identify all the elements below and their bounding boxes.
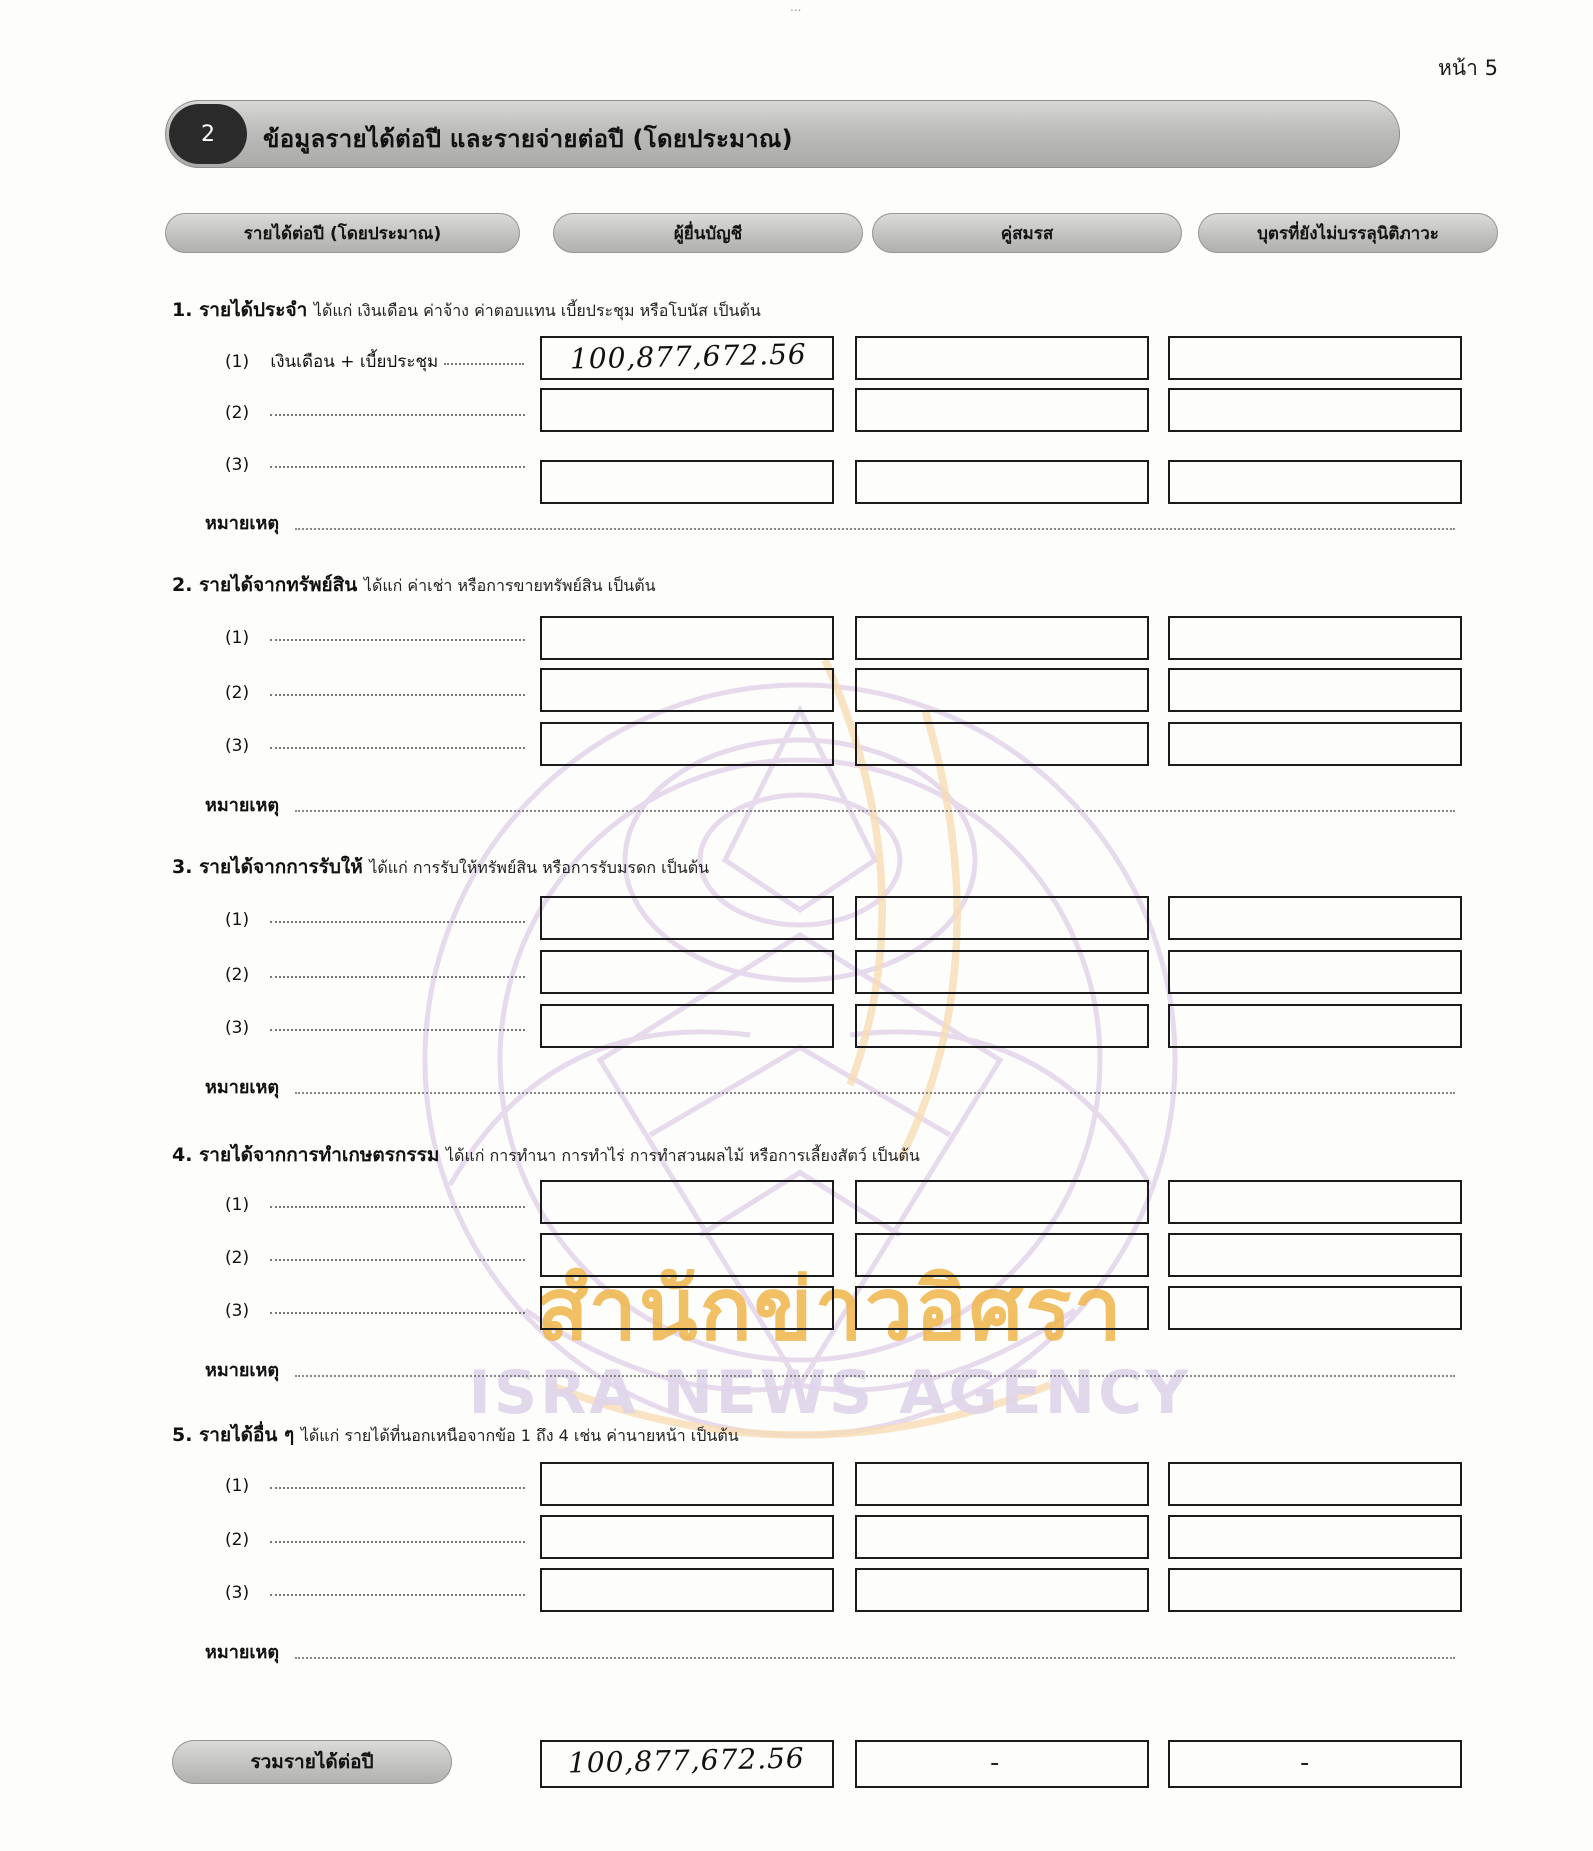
section-1-heading xyxy=(172,295,761,325)
row-index: (1) xyxy=(225,910,250,930)
dotted-fill xyxy=(270,625,525,641)
section-1-row-3-declarant-field[interactable] xyxy=(540,460,834,504)
section-4-row-3-declarant-field[interactable] xyxy=(540,1286,834,1330)
dotted-fill xyxy=(270,452,525,468)
section-banner xyxy=(165,100,1400,168)
row-index: (3) xyxy=(225,1018,250,1038)
row-index: (2) xyxy=(225,683,250,703)
column-header-income: รายได้ต่อปี (โดยประมาณ) xyxy=(165,213,520,253)
dotted-fill xyxy=(270,907,525,923)
section-5-row-1-label xyxy=(225,1473,525,1496)
total-children-field[interactable] xyxy=(1168,1740,1462,1788)
section-4-row-3-label xyxy=(225,1298,525,1321)
section-1-row-2-label xyxy=(225,400,525,423)
total-spouse-field[interactable] xyxy=(855,1740,1149,1788)
section-3-title: รายได้จากการรับให้ xyxy=(199,856,363,878)
section-1-row-1-label xyxy=(225,348,524,375)
section-2-row-1-declarant-field[interactable] xyxy=(540,616,834,660)
row-index: (1) xyxy=(225,628,250,648)
row-index: (1) xyxy=(225,352,250,372)
dotted-fill xyxy=(270,733,525,749)
section-2-row-3-children-field[interactable] xyxy=(1168,722,1462,766)
row-index: (3) xyxy=(225,736,250,756)
section-2-row-2-declarant-field[interactable] xyxy=(540,668,834,712)
section-5-row-2-declarant-field[interactable] xyxy=(540,1515,834,1559)
section-3-note-label: หมายเหตุ xyxy=(205,1077,280,1098)
dotted-fill xyxy=(270,1245,525,1261)
section-title: ข้อมูลรายได้ต่อปี และรายจ่ายต่อปี (โดยประมาณ) xyxy=(263,125,793,153)
row-text: เงินเดือน + เบี้ยประชุม xyxy=(270,352,439,372)
column-header-declarant: ผู้ยื่นบัญชี xyxy=(553,213,863,253)
section-1-row-1-spouse-field[interactable] xyxy=(855,336,1149,380)
section-5-row-1-children-field[interactable] xyxy=(1168,1462,1462,1506)
section-4-note-label: หมายเหตุ xyxy=(205,1360,280,1381)
row-index: (2) xyxy=(225,1530,250,1550)
section-3-row-3-declarant-field[interactable] xyxy=(540,1004,834,1048)
section-4-row-1-label xyxy=(225,1192,525,1215)
section-4-row-1-declarant-field[interactable] xyxy=(540,1180,834,1224)
section-4-description: ได้แก่ การทำนา การทำไร่ การทำสวนผลไม้ หรือการเลี้ยงสัตว์ เป็นต้น xyxy=(446,1146,920,1165)
dotted-fill xyxy=(444,349,524,365)
section-1-note-line xyxy=(295,528,1455,530)
section-3-description: ได้แก่ การรับให้ทรัพย์สิน หรือการรับมรดก เป็นต้น xyxy=(369,858,710,877)
section-1-row-2-children-field[interactable] xyxy=(1168,388,1462,432)
section-3-row-3-spouse-field[interactable] xyxy=(855,1004,1149,1048)
section-1-row-2-declarant-field[interactable] xyxy=(540,388,834,432)
section-5-row-2-label xyxy=(225,1527,525,1550)
section-3-heading xyxy=(172,852,709,882)
section-1-row-3-children-field[interactable] xyxy=(1168,460,1462,504)
dotted-fill xyxy=(270,1192,525,1208)
row-index: (3) xyxy=(225,455,250,475)
section-2-row-1-label xyxy=(225,625,525,648)
section-1-row-1-children-field[interactable] xyxy=(1168,336,1462,380)
section-4-row-3-spouse-field[interactable] xyxy=(855,1286,1149,1330)
column-header-spouse: คู่สมรส xyxy=(872,213,1182,253)
section-3-row-1-label xyxy=(225,907,525,930)
section-3-number: 3. xyxy=(172,856,193,878)
section-5-description: ได้แก่ รายได้ที่นอกเหนือจากข้อ 1 ถึง 4 เช่น ค่านายหน้า เป็นต้น xyxy=(300,1426,739,1445)
section-4-row-2-children-field[interactable] xyxy=(1168,1233,1462,1277)
section-4-row-1-children-field[interactable] xyxy=(1168,1180,1462,1224)
row-index: (1) xyxy=(225,1476,250,1496)
dotted-fill xyxy=(270,1527,525,1543)
section-5-note-label: หมายเหตุ xyxy=(205,1642,280,1663)
section-5-row-3-label xyxy=(225,1580,525,1603)
dotted-fill xyxy=(270,1015,525,1031)
section-1-title: รายได้ประจำ xyxy=(199,299,308,321)
column-header-minor-children: บุตรที่ยังไม่บรรลุนิติภาวะ xyxy=(1198,213,1498,253)
section-2-heading xyxy=(172,570,656,600)
section-4-row-2-declarant-field[interactable] xyxy=(540,1233,834,1277)
total-spouse-value: - xyxy=(990,1748,1000,1778)
section-4-title: รายได้จากการทำเกษตรกรรม xyxy=(199,1144,440,1166)
section-2-row-3-label xyxy=(225,733,525,756)
section-2-note-label: หมายเหตุ xyxy=(205,795,280,816)
total-children-value: - xyxy=(1300,1748,1310,1778)
section-2-row-3-spouse-field[interactable] xyxy=(855,722,1149,766)
dotted-fill xyxy=(270,1580,525,1596)
total-income-label: รวมรายได้ต่อปี xyxy=(172,1740,452,1784)
row-index: (2) xyxy=(225,403,250,423)
section-3-row-2-label xyxy=(225,962,525,985)
section-1-row-2-spouse-field[interactable] xyxy=(855,388,1149,432)
row-index: (2) xyxy=(225,965,250,985)
section-5-title: รายได้อื่น ๆ xyxy=(199,1424,295,1446)
watermark-english-text: ISRA NEWS AGENCY xyxy=(468,1357,1192,1428)
section-5-row-1-spouse-field[interactable] xyxy=(855,1462,1149,1506)
section-1-row-3-label xyxy=(225,452,525,475)
section-2-row-3-declarant-field[interactable] xyxy=(540,722,834,766)
section-4-heading xyxy=(172,1140,920,1170)
section-2-number: 2. xyxy=(172,574,193,596)
section-4-row-3-children-field[interactable] xyxy=(1168,1286,1462,1330)
section-2-description: ได้แก่ ค่าเช่า หรือการขายทรัพย์สิน เป็นต้น xyxy=(363,576,656,595)
section-3-row-1-declarant-field[interactable] xyxy=(540,896,834,940)
dotted-fill xyxy=(270,962,525,978)
section-2-row-2-spouse-field[interactable] xyxy=(855,668,1149,712)
section-1-note-label: หมายเหตุ xyxy=(205,513,280,534)
section-5-row-2-spouse-field[interactable] xyxy=(855,1515,1149,1559)
section-3-row-3-children-field[interactable] xyxy=(1168,1004,1462,1048)
section-4-row-2-label xyxy=(225,1245,525,1268)
section-4-note-line xyxy=(295,1375,1455,1377)
section-2-row-2-children-field[interactable] xyxy=(1168,668,1462,712)
section-1-row-3-spouse-field[interactable] xyxy=(855,460,1149,504)
section-3-row-2-children-field[interactable] xyxy=(1168,950,1462,994)
total-declarant-value: 100,877,672.56 xyxy=(567,1741,805,1780)
section-3-row-2-declarant-field[interactable] xyxy=(540,950,834,994)
page-number: หน้า 5 xyxy=(1437,56,1498,80)
section-2-title: รายได้จากทรัพย์สิน xyxy=(199,574,358,596)
section-5-row-3-children-field[interactable] xyxy=(1168,1568,1462,1612)
row-index: (1) xyxy=(225,1195,250,1215)
section-3-row-2-spouse-field[interactable] xyxy=(855,950,1149,994)
section-2-row-1-children-field[interactable] xyxy=(1168,616,1462,660)
dotted-fill xyxy=(270,1298,525,1314)
section-3-row-3-label xyxy=(225,1015,525,1038)
section-4-row-1-spouse-field[interactable] xyxy=(855,1180,1149,1224)
section-3-row-1-spouse-field[interactable] xyxy=(855,896,1149,940)
section-2-note-line xyxy=(295,810,1455,812)
dotted-fill xyxy=(270,1473,525,1489)
section-number-badge: 2 xyxy=(169,104,247,164)
watermark-thai-text: สำนักข่าวอิศรา xyxy=(536,1260,1124,1360)
section-3-row-1-children-field[interactable] xyxy=(1168,896,1462,940)
section-5-note-line xyxy=(295,1657,1455,1659)
section-1-description: ได้แก่ เงินเดือน ค่าจ้าง ค่าตอบแทน เบี้ยประชุม หรือโบนัส เป็นต้น xyxy=(313,301,761,320)
section-4-number: 4. xyxy=(172,1144,193,1166)
section-5-number: 5. xyxy=(172,1424,193,1446)
section-5-row-3-spouse-field[interactable] xyxy=(855,1568,1149,1612)
row-index: (3) xyxy=(225,1301,250,1321)
section-5-row-2-children-field[interactable] xyxy=(1168,1515,1462,1559)
section-5-row-3-declarant-field[interactable] xyxy=(540,1568,834,1612)
row-index: (2) xyxy=(225,1248,250,1268)
section-1-row-1-declarant-value: 100,877,672.56 xyxy=(569,337,807,376)
dotted-fill xyxy=(270,680,525,696)
row-index: (3) xyxy=(225,1583,250,1603)
section-4-row-2-spouse-field[interactable] xyxy=(855,1233,1149,1277)
section-5-row-1-declarant-field[interactable] xyxy=(540,1462,834,1506)
dotted-fill xyxy=(270,400,525,416)
section-2-row-1-spouse-field[interactable] xyxy=(855,616,1149,660)
section-3-note-line xyxy=(295,1092,1455,1094)
section-2-row-2-label xyxy=(225,680,525,703)
top-scan-mark: ... xyxy=(790,0,802,14)
section-1-number: 1. xyxy=(172,299,193,321)
section-5-heading xyxy=(172,1420,739,1450)
